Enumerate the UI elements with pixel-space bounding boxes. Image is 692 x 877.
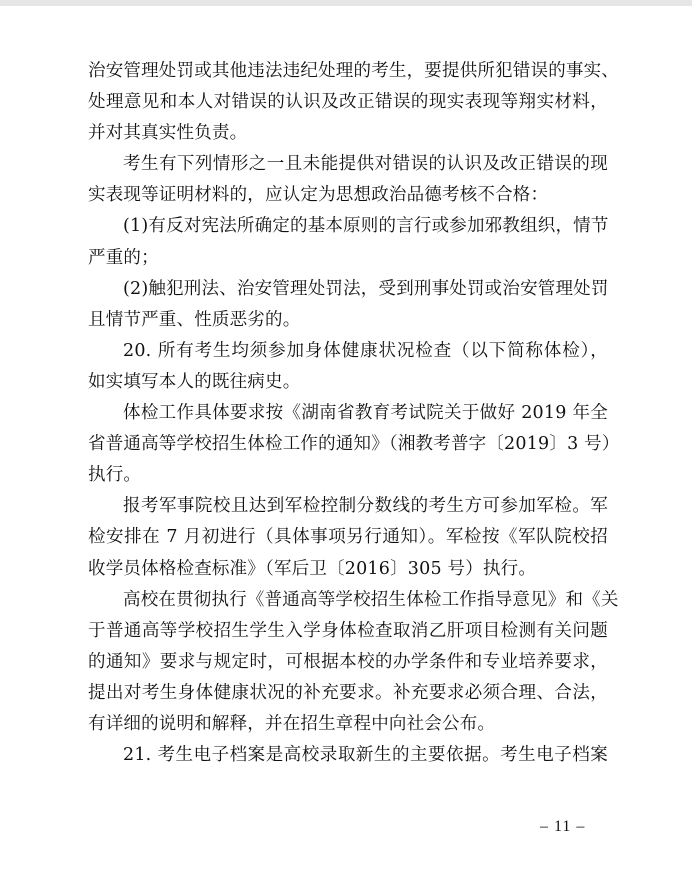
text-line: 严重的； (88, 247, 159, 268)
text-line: 考生有下列情形之一且未能提供对错误的认识及改正错误的现 (123, 154, 608, 175)
page-number: – 11 – (540, 818, 586, 835)
text-line: 如实填写本人的既往病史。 (88, 371, 301, 392)
text-line: 处理意见和本人对错误的认识及改正错误的现实表现等翔实材料， (88, 92, 608, 113)
text-line: (1)有反对宪法所确定的基本原则的言行或参加邪教组织，情节 (123, 216, 609, 237)
text-line: 报考军事院校且达到军检控制分数线的考生方可参加军检。军 (123, 496, 608, 517)
text-line: 省普通高等学校招生体检工作的通知》（湘教考普字〔2019〕3 号） (88, 434, 620, 455)
document-body (88, 56, 620, 771)
text-line: 的通知》要求与规定时，可根据本校的办学条件和专业培养要求， (88, 651, 608, 672)
text-line: 实表现等证明材料的，应认定为思想政治品德考核不合格： (88, 185, 549, 206)
text-line: 于普通高等学校招生学生入学身体检查取消乙肝项目检测有关问题 (88, 620, 608, 641)
text-line: 21. 考生电子档案是高校录取新生的主要依据。考生电子档案 (123, 745, 608, 766)
text-line: 提出对考生身体健康状况的补充要求。补充要求必须合理、合法， (88, 682, 608, 703)
top-scan-edge (0, 0, 692, 6)
text-line: 检安排在 7 月初进行（具体事项另行通知）。军检按《军队院校招 (88, 527, 608, 548)
text-line: 高校在贯彻执行《普通高等学校招生体检工作指导意见》和《关 (123, 589, 619, 610)
text-line: 20. 所有考生均须参加身体健康状况检查（以下简称体检）， (123, 340, 608, 361)
text-line: 体检工作具体要求按《湖南省教育考试院关于做好 2019 年全 (123, 403, 608, 424)
text-line: 收学员体格检查标准》（军后卫〔2016〕305 号）执行。 (88, 558, 537, 579)
text-line: 执行。 (88, 465, 142, 486)
text-line: 治安管理处罚或其他违法违纪处理的考生，要提供所犯错误的事实、 (88, 61, 619, 81)
text-line: 有详细的说明和解释，并在招生章程中向社会公布。 (88, 713, 496, 734)
text-line: (2)触犯刑法、治安管理处罚法，受到刑事处罚或治安管理处罚 (123, 278, 609, 299)
text-line: 并对其真实性负责。 (88, 123, 248, 144)
text-line: 且情节严重、性质恶劣的。 (88, 309, 301, 330)
